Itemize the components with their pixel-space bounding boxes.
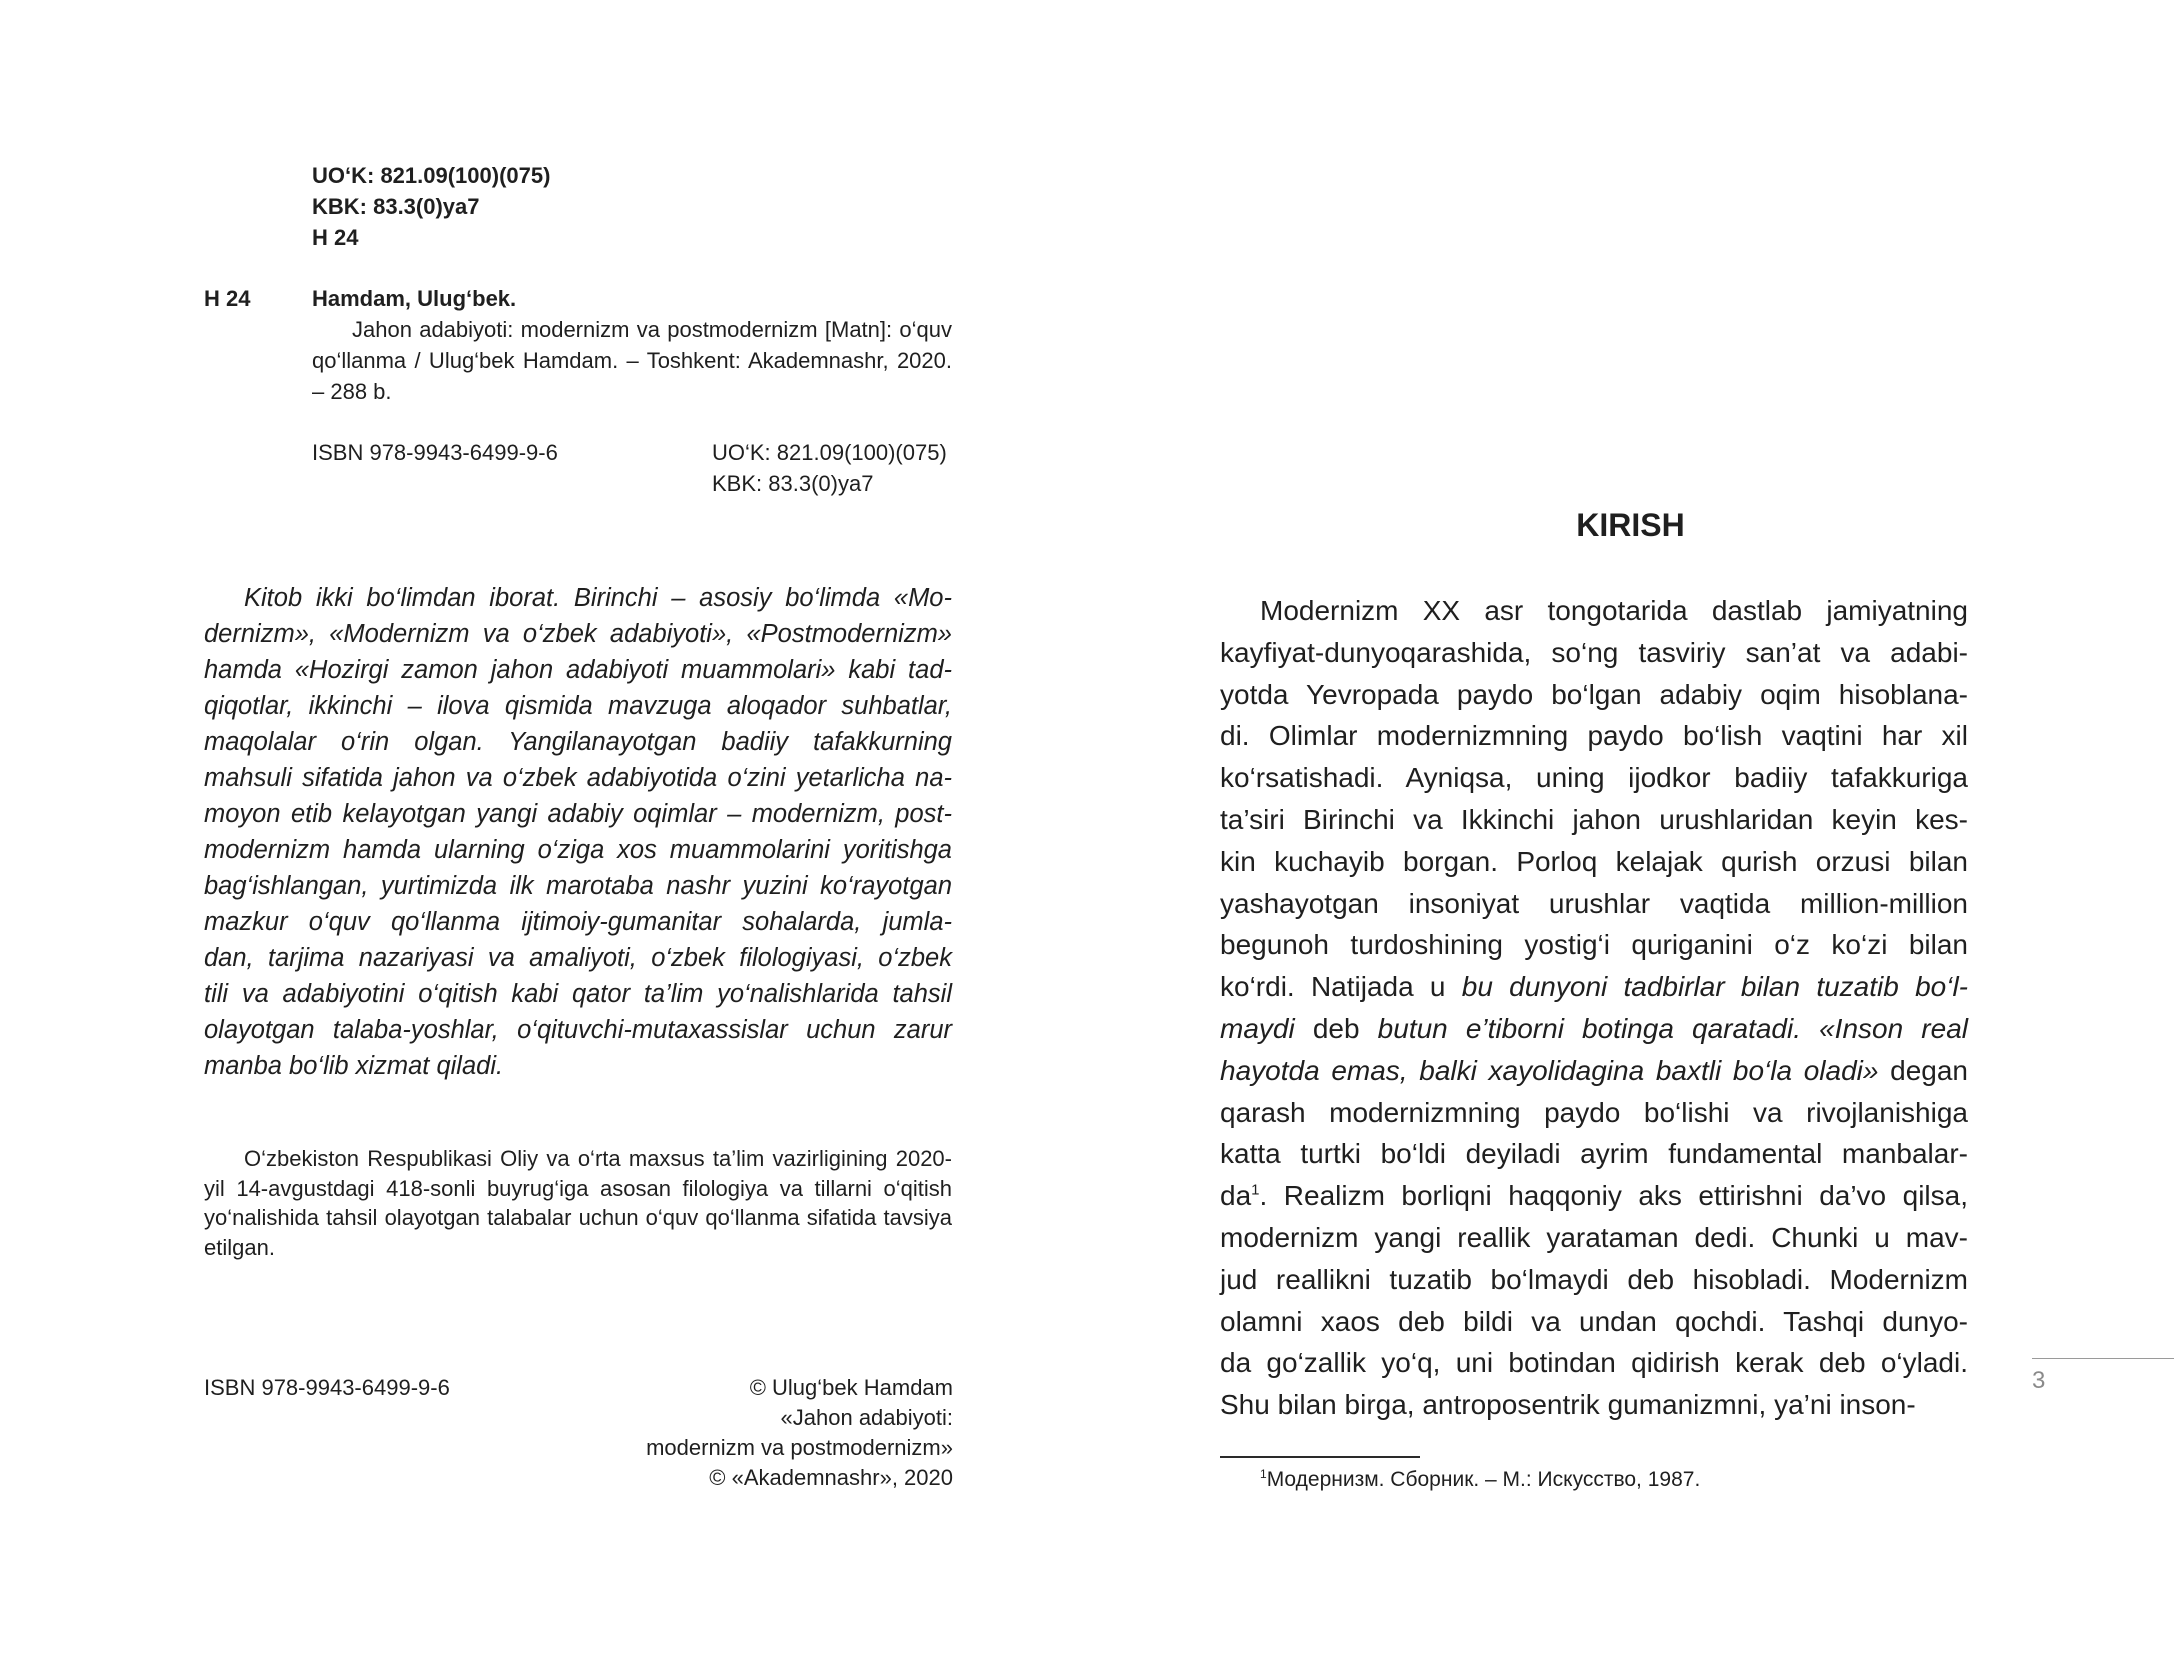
annotation-line: olayotgan talaba-yoshlar, o‘qituvchi-mutaxassislar uchun zarur (204, 1016, 952, 1044)
annotation-line: dan, tarjima nazariyasi va amaliyoti, o‘zbek filologiyasi, o‘zbek (204, 944, 952, 972)
bibliographic-description: Jahon adabiyoti: modernizm va postmodernizm [Matn]: o‘quv qo‘llanma / Ulug‘bek Hamdam. – Toshkent: Akademnashr, 2020. – 288 b. (312, 317, 952, 404)
body-line (1220, 1384, 1968, 1426)
body-text (1220, 590, 1968, 1426)
body-line (1220, 841, 1968, 883)
text-run: jud reallikni tuzatib bo‘lmaydi deb hisobladi. Modernizm (1220, 1263, 1968, 1295)
body-line (1220, 883, 1968, 925)
copyright-block (646, 1373, 953, 1493)
annotation-line: manba bo‘lib xizmat qiladi. (204, 1052, 504, 1080)
footnote-rule (1220, 1456, 1420, 1458)
annotation-line: hamda «Hozirgi zamon jahon adabiyoti muammolari» kabi tad- (204, 656, 952, 684)
text-run: qarash modernizmning paydo bo‘lishi va rivojlanishiga (1220, 1096, 1968, 1128)
body-line (1220, 1008, 1968, 1050)
annotation-line: qiqotlar, ikkinchi – ilova qismida mavzuga aloqador suhbatlar, (204, 692, 952, 720)
text-run: da (1220, 1180, 1252, 1212)
body-line (1220, 1050, 1968, 1092)
text-run: . Realizm borliqni haqqoniy aks ettirishni da’vo qilsa, (1259, 1180, 1968, 1212)
kbk-code: KBK: 83.3(0)ya7 (312, 194, 480, 219)
emphasis-text: bu dunyoni tadbirlar bilan tuzatib bo‘l- (1461, 971, 1968, 1003)
footnote-text: Модернизм. Сборник. – М.: Искусство, 1987. (1266, 1468, 1701, 1491)
footnote-mark: 1 (1260, 1467, 1267, 1481)
isbn-line: ISBN 978-9943-6499-9-6 (312, 440, 558, 465)
classification-codes (712, 437, 947, 499)
body-line (1220, 1133, 1968, 1175)
emphasis-text: butun e’tiborni botinga qaratadi. «Inson real (1377, 1012, 1968, 1044)
classification-block (312, 160, 550, 253)
body-line (1220, 1259, 1968, 1301)
annotation-line: moyon etib kelayotgan yangi adabiy oqimlar – modernizm, post- (204, 800, 952, 828)
isbn-bottom: ISBN 978-9943-6499-9-6 (204, 1375, 450, 1400)
text-run: yashayotgan insoniyat urushlar vaqtida million-million (1220, 887, 1968, 919)
text-run: kin kuchayib borgan. Porloq kelajak qurish orzusi bilan (1220, 845, 1968, 877)
text-run: modernizm yangi reallik yarataman dedi. Chunki u mav- (1220, 1221, 1968, 1253)
emphasis-text: hayotda emas, balki xayolidagina baxtli bo‘la oladi» (1220, 1054, 1879, 1086)
text-run: degan (1878, 1054, 1969, 1086)
approval-note: O‘zbekiston Respublikasi Oliy va o‘rta maxsus ta’lim vazirligining 2020-yil 14-avgustdagi 418-sonli buyrug‘iga asosan filologiya va tillarni o‘qitish yo‘nalishida tahsil olayotgan talabalar uchun o‘quv qo‘llanma sifatida tavsiya etilgan. (204, 1146, 952, 1260)
body-line (1220, 590, 1968, 632)
author-name: Hamdam, Ulug‘bek. (312, 286, 517, 311)
annotation (204, 580, 952, 1084)
page-number: 3 (2032, 1367, 2046, 1394)
annotation-line: maqolalar o‘rin olgan. Yangilanayotgan badiiy tafakkurning (204, 728, 952, 756)
text-run: yotda Yevropada paydo bo‘lgan adabiy oqim hisoblana- (1220, 678, 1968, 710)
udk-code-secondary: UO‘K: 821.09(100)(075) (712, 440, 947, 465)
footnote (1260, 1465, 1700, 1495)
copyright-line: © «Akademnashr», 2020 (709, 1465, 953, 1490)
copyright-line: © Ulug‘bek Hamdam (749, 1375, 953, 1400)
annotation-line: mahsuli sifatida jahon va o‘zbek adabiyotida o‘zini yetarlicha na- (204, 764, 952, 792)
text-run: ko‘rdi. Natijada u (1220, 971, 1462, 1003)
text-run: di. Olimlar modernizmning paydo bo‘lish vaqtini har xil (1220, 720, 1968, 752)
text-run: deb (1294, 1012, 1378, 1044)
body-line (1220, 1175, 1968, 1217)
emphasis-text: maydi (1220, 1012, 1295, 1044)
text-run: katta turtki bo‘ldi deyiladi ayrim fundamental manbalar- (1220, 1138, 1968, 1170)
text-run: ta’siri Birinchi va Ikkinchi jahon urushlaridan keyin kes- (1220, 803, 1968, 835)
annotation-line: bag‘ishlangan, yurtimizda ilk marotaba nashr yuzini ko‘rayotgan (204, 872, 952, 900)
text-run: Shu bilan birga, antroposentrik gumanizmni, ya’ni inson- (1220, 1389, 1916, 1421)
kbk-code-secondary: KBK: 83.3(0)ya7 (712, 471, 874, 496)
body-line (1220, 924, 1968, 966)
body-line (1220, 1342, 1968, 1384)
body-line (1220, 632, 1968, 674)
text-run: da go‘zallik yo‘q, uni botindan qidirish kerak deb o‘yladi. (1220, 1347, 1968, 1379)
footnote-ref: 1 (1251, 1181, 1260, 1199)
body-line (1220, 757, 1968, 799)
text-run: Modernizm XX asr tongotarida dastlab jamiyatning (1260, 595, 1968, 626)
body-line (1220, 799, 1968, 841)
text-run: olamni xaos deb bildi va undan qochdi. Tashqi dunyo- (1220, 1305, 1968, 1337)
chapter-title: KIRISH (1576, 507, 1685, 543)
annotation-line: modernizm hamda ularning o‘ziga xos muammolarini yoritishga (204, 836, 952, 864)
page-number-rule (2032, 1358, 2174, 1359)
copyright-line: «Jahon adabiyoti: (780, 1405, 953, 1430)
annotation-line: mazkur o‘quv qo‘llanma ijtimoiy-gumanitar sohalarda, jumla- (204, 908, 952, 936)
udk-code: UO‘K: 821.09(100)(075) (312, 163, 551, 188)
body-line (1220, 966, 1968, 1008)
text-run: kayfiyat-dunyoqarashida, so‘ng tasviriy san’at va adabi- (1220, 636, 1968, 668)
text-run: begunoh turdoshining yostig‘i quriganini o‘z ko‘zi bilan (1220, 929, 1968, 961)
body-line (1220, 715, 1968, 757)
index-mark: H 24 (204, 286, 251, 311)
body-line (1220, 1092, 1968, 1134)
text-run: ko‘rsatishadi. Ayniqsa, uning ijodkor badiiy tafakkuriga (1220, 762, 1968, 794)
annotation-line: tili va adabiyotini o‘qitish kabi qator ta’lim yo‘nalishlarida tahsil (204, 980, 952, 1008)
body-line (1220, 1217, 1968, 1259)
body-line (1220, 674, 1968, 716)
annotation-line: dernizm», «Modernizm va o‘zbek adabiyoti», «Postmodernizm» (204, 620, 952, 648)
annotation-line: Kitob ikki bo‘limdan iborat. Birinchi – asosiy bo‘limda «Mo- (244, 584, 952, 612)
copyright-line: modernizm va postmodernizm» (646, 1435, 953, 1460)
body-line (1220, 1301, 1968, 1343)
right-page (1087, 0, 2174, 1654)
author-mark: H 24 (312, 225, 359, 250)
